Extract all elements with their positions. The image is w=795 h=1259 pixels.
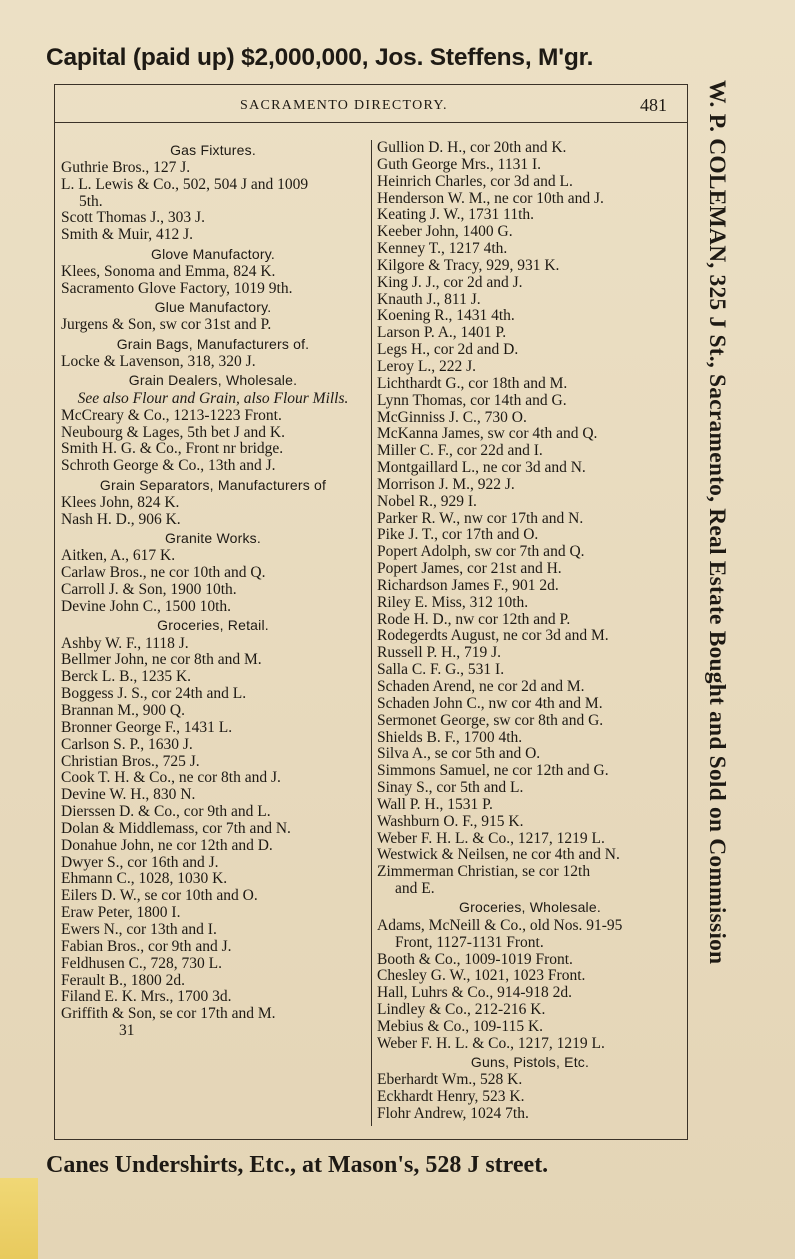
- entry-text: Rodegerdts August, ne cor 3d and M.: [377, 627, 609, 645]
- entry-text: Kilgore & Tracy, 929, 931 K.: [377, 256, 560, 274]
- entry-text: Rode H. D., nw cor 12th and P.: [377, 610, 571, 628]
- entry-text: Richardson James F., 901 2d.: [377, 576, 559, 594]
- directory-entry: [61, 441, 365, 458]
- entry-text: Cook T. H. & Co., ne cor 8th and J.: [61, 769, 281, 787]
- section-heading: Groceries, Retail.: [157, 617, 269, 634]
- section-heading: Grain Bags, Manufacturers of.: [116, 335, 310, 352]
- directory-entry: [61, 599, 365, 616]
- directory-entry: [61, 939, 365, 956]
- entry-text: Carroll J. & Son, 1900 10th.: [61, 581, 237, 599]
- entry-text: Koening R., 1431 4th.: [377, 307, 515, 325]
- entry-text: Flohr Andrew, 1024 7th.: [377, 1105, 529, 1123]
- directory-entry: [61, 821, 365, 838]
- entry-text: Eberhardt Wm., 528 K.: [377, 1071, 523, 1089]
- directory-entry: [377, 1106, 683, 1123]
- entry-text: Booth & Co., 1009-1019 Front.: [377, 950, 573, 968]
- entry-text: Russell P. H., 719 J.: [377, 644, 502, 662]
- directory-entry: [377, 679, 683, 696]
- entry-text: Simmons Samuel, ne cor 12th and G.: [377, 762, 609, 780]
- entry-text: L. L. Lewis & Co., 502, 504 J and 1009: [61, 175, 309, 193]
- entry-text: Bellmer John, ne cor 8th and M.: [61, 651, 262, 669]
- directory-entry: [377, 544, 683, 561]
- entry-text: Bronner George F., 1431 L.: [61, 718, 233, 736]
- entry-text: Devine W. H., 830 N.: [61, 786, 196, 804]
- entry-text: Brannan M., 900 Q.: [61, 702, 185, 719]
- entry-text: Parker R. W., nw cor 17th and N.: [377, 509, 584, 527]
- directory-entry: [377, 325, 683, 342]
- directory-entry: [377, 1002, 683, 1019]
- directory-entry: [377, 797, 683, 814]
- directory-entry: [377, 1089, 683, 1106]
- entry-text: Pike J. T., cor 17th and O.: [377, 526, 539, 544]
- right-column: [377, 140, 683, 1123]
- entry-text: Devine John C., 1500 10th.: [61, 597, 232, 615]
- directory-entry: [61, 686, 365, 703]
- directory-entry: [61, 956, 365, 973]
- entry-text: Adams, McNeill & Co., old Nos. 91-95: [377, 916, 623, 934]
- entry-text: Lindley & Co., 212-216 K.: [377, 1001, 546, 1019]
- entry-text: Lichthardt G., cor 18th and M.: [377, 374, 568, 392]
- entry-text: Riley E. Miss, 312 10th.: [377, 593, 529, 611]
- entry-text: Donahue John, ne cor 12th and D.: [61, 836, 273, 854]
- cross-reference-note: See also Flour and Grain, also Flour Mills.: [77, 389, 349, 407]
- entry-text: Zimmerman Christian, se cor 12th: [377, 863, 591, 881]
- entry-text: Griffith & Son, se cor 17th and M.: [61, 1005, 276, 1023]
- directory-entry: [61, 973, 365, 990]
- directory-entry: [377, 494, 683, 511]
- directory-entry: [377, 968, 683, 985]
- directory-entry: [377, 207, 683, 224]
- entry-text: Weber F. H. L. & Co., 1217, 1219 L.: [377, 1034, 605, 1052]
- entry-text: McCreary & Co., 1213-1223 Front.: [61, 406, 282, 424]
- directory-entry: [377, 376, 683, 393]
- directory-entry: [61, 922, 365, 939]
- entry-text: Nash H. D., 906 K.: [61, 510, 181, 528]
- directory-entry: [377, 645, 683, 662]
- entry-text: Shields B. F., 1700 4th.: [377, 728, 523, 746]
- section-heading: Granite Works.: [165, 530, 261, 547]
- directory-entry: [377, 275, 683, 292]
- directory-entry: [377, 460, 683, 477]
- directory-entry: [377, 308, 683, 325]
- entry-text: Smith H. G. & Co., Front nr bridge.: [61, 440, 284, 458]
- directory-entry: [377, 918, 683, 952]
- directory-entry: [377, 157, 683, 174]
- entry-text: Heinrich Charles, cor 3d and L.: [377, 172, 573, 190]
- directory-entry: [377, 746, 683, 763]
- directory-entry: [61, 425, 365, 442]
- section-heading: Grain Separators, Manufacturers of: [99, 476, 327, 493]
- entry-text: Eilers D. W., se cor 10th and O.: [61, 887, 258, 905]
- entry-text: Chesley G. W., 1021, 1023 Front.: [377, 967, 586, 985]
- directory-entry: [377, 696, 683, 713]
- entry-text: Keating J. W., 1731 11th.: [377, 206, 535, 224]
- directory-entry: [61, 888, 365, 905]
- entry-text: Klees John, 824 K.: [61, 493, 180, 511]
- entry-text: Montgaillard L., ne cor 3d and N.: [377, 459, 586, 477]
- entry-text: Popert James, cor 21st and H.: [377, 560, 562, 578]
- entry-text: Kenney T., 1217 4th.: [377, 240, 508, 258]
- directory-entry: [377, 1072, 683, 1089]
- entry-text: Wall P. H., 1531 P.: [377, 795, 493, 813]
- paper-stain: [0, 1178, 38, 1259]
- directory-entry: [61, 281, 365, 298]
- entry-text: Weber F. H. L. & Co., 1217, 1219 L.: [377, 829, 605, 847]
- entry-text: Carlaw Bros., ne cor 10th and Q.: [61, 564, 266, 582]
- entry-text: Schaden Arend, ne cor 2d and M.: [377, 678, 585, 695]
- section-heading: Glove Manufactory.: [151, 245, 275, 262]
- directory-entry: [377, 410, 683, 427]
- side-advertisement: [700, 80, 730, 1145]
- directory-entry: [377, 713, 683, 730]
- section-heading: Glue Manufactory.: [154, 299, 272, 316]
- entry-text: Salla C. F. G., 531 I.: [377, 661, 505, 679]
- entry-text: Dwyer S., cor 16th and J.: [61, 853, 219, 871]
- directory-entry: [61, 652, 365, 669]
- directory-entry: [61, 512, 365, 529]
- directory-entry: [377, 292, 683, 309]
- entry-text: Schroth George & Co., 13th and J.: [61, 457, 276, 475]
- entry-text: Aitken, A., 617 K.: [61, 547, 176, 565]
- entry-text: Gullion D. H., cor 20th and K.: [377, 139, 567, 156]
- directory-entry: [377, 224, 683, 241]
- entry-text: Dierssen D. & Co., cor 9th and L.: [61, 803, 271, 821]
- directory-entry: [377, 561, 683, 578]
- directory-entry: [377, 191, 683, 208]
- directory-entry: [61, 720, 365, 737]
- directory-entry: [61, 770, 365, 787]
- entry-text: Carlson S. P., 1630 J.: [61, 735, 193, 753]
- directory-entry: [61, 737, 365, 754]
- directory-entry: [61, 548, 365, 565]
- section-heading: Gas Fixtures.: [170, 141, 256, 158]
- directory-entry: [377, 477, 683, 494]
- entry-text: Smith & Muir, 412 J.: [61, 226, 194, 244]
- entry-text: Fabian Bros., cor 9th and J.: [61, 937, 232, 955]
- directory-entry: [377, 985, 683, 1002]
- directory-entry: [61, 210, 365, 227]
- directory-entry: [377, 847, 683, 864]
- directory-entry: [61, 989, 365, 1006]
- directory-entry: [61, 227, 365, 244]
- entry-text: McGinniss J. C., 730 O.: [377, 408, 527, 426]
- entry-text: Sermonet George, sw cor 8th and G.: [377, 711, 604, 729]
- directory-entry: [377, 628, 683, 645]
- entry-text: McKanna James, sw cor 4th and Q.: [377, 425, 598, 443]
- signature-mark: 31: [119, 1022, 135, 1040]
- entry-continuation: Front, 1127-1131 Front.: [395, 933, 544, 951]
- entry-text: Mebius & Co., 109-115 K.: [377, 1017, 544, 1035]
- directory-entry: [61, 264, 365, 281]
- directory-entry: [61, 905, 365, 922]
- top-advertisement-banner: Capital (paid up) $2,000,000, Jos. Steffens, M'gr.: [46, 44, 594, 71]
- directory-entry: [377, 393, 683, 410]
- entry-continuation: 5th.: [79, 192, 103, 210]
- entry-text: King J. J., cor 2d and J.: [377, 273, 523, 291]
- directory-entry: [61, 855, 365, 872]
- left-column: [61, 140, 365, 1040]
- entry-text: Legs H., cor 2d and D.: [377, 341, 519, 359]
- bottom-advertisement-banner: Canes Undershirts, Etc., at Mason's, 528 J street.: [46, 1152, 549, 1178]
- directory-entry: [377, 511, 683, 528]
- entry-text: Leroy L., 222 J.: [377, 357, 477, 375]
- directory-entry: [61, 787, 365, 804]
- directory-entry: [61, 636, 365, 653]
- directory-entry: [61, 582, 365, 599]
- directory-entry: [377, 1019, 683, 1036]
- entry-text: Schaden John C., nw cor 4th and M.: [377, 694, 603, 712]
- entry-text: Eckhardt Henry, 523 K.: [377, 1088, 525, 1106]
- entry-text: Guth George Mrs., 1131 I.: [377, 155, 542, 173]
- directory-entry: [61, 408, 365, 425]
- directory-entry: [377, 426, 683, 443]
- directory-entry: [61, 354, 365, 371]
- entry-text: Lynn Thomas, cor 14th and G.: [377, 391, 567, 409]
- entry-text: Henderson W. M., ne cor 10th and J.: [377, 189, 604, 207]
- entry-text: Scott Thomas J., 303 J.: [61, 209, 205, 227]
- header-rule: [54, 122, 688, 123]
- entry-continuation: and E.: [395, 880, 435, 898]
- entry-text: Sinay S., cor 5th and L.: [377, 779, 524, 797]
- directory-entry: [377, 1036, 683, 1053]
- entry-text: Dolan & Middlemass, cor 7th and N.: [61, 819, 291, 837]
- entry-text: Knauth J., 811 J.: [377, 290, 481, 308]
- entry-text: Westwick & Neilsen, ne cor 4th and N.: [377, 846, 620, 864]
- entry-text: Eraw Peter, 1800 I.: [61, 904, 181, 922]
- directory-entry: [377, 831, 683, 848]
- entry-text: Guthrie Bros., 127 J.: [61, 158, 191, 176]
- side-advertisement-text: W. P. COLEMAN, 325 J St., Sacramento, Real Estate Bought and Sold on Commission: [704, 80, 730, 965]
- directory-entry: [377, 443, 683, 460]
- section-heading: Grain Dealers, Wholesale.: [128, 372, 298, 389]
- directory-entry: [61, 565, 365, 582]
- directory-entry: [61, 495, 365, 512]
- entry-text: Nobel R., 929 I.: [377, 492, 477, 510]
- directory-entry: [61, 703, 365, 720]
- entry-text: Sacramento Glove Factory, 1019 9th.: [61, 279, 293, 297]
- directory-entry: [377, 578, 683, 595]
- directory-entry: [61, 1006, 365, 1023]
- directory-entry: [377, 140, 683, 157]
- page-number: 481: [640, 95, 667, 115]
- section-heading: Groceries, Wholesale.: [459, 899, 601, 916]
- entry-text: Feldhusen C., 728, 730 L.: [61, 954, 223, 972]
- directory-entry: [61, 160, 365, 177]
- directory-entry: [61, 177, 365, 211]
- entry-text: Ashby W. F., 1118 J.: [61, 634, 189, 652]
- directory-entry: [377, 814, 683, 831]
- directory-entry: [377, 662, 683, 679]
- directory-entry: [377, 527, 683, 544]
- entry-text: Christian Bros., 725 J.: [61, 752, 200, 770]
- entry-text: Neubourg & Lages, 5th bet J and K.: [61, 423, 285, 441]
- directory-entry: [61, 458, 365, 475]
- entry-text: Ehmann C., 1028, 1030 K.: [61, 870, 228, 888]
- directory-entry: [61, 317, 365, 334]
- entry-text: Jurgens & Son, sw cor 31st and P.: [61, 316, 272, 334]
- entry-text: Berck L. B., 1235 K.: [61, 668, 192, 686]
- directory-entry: [377, 864, 683, 898]
- directory-entry: [377, 359, 683, 376]
- entry-text: Keeber John, 1400 G.: [377, 223, 513, 241]
- directory-entry: [377, 780, 683, 797]
- entry-text: Klees, Sonoma and Emma, 824 K.: [61, 262, 276, 280]
- directory-entry: [377, 763, 683, 780]
- running-head: SACRAMENTO DIRECTORY.: [240, 98, 448, 113]
- entry-text: Miller C. F., cor 22d and I.: [377, 442, 543, 460]
- entry-text: Boggess J. S., cor 24th and L.: [61, 685, 247, 703]
- directory-entry: [61, 669, 365, 686]
- entry-text: Popert Adolph, sw cor 7th and Q.: [377, 543, 585, 561]
- directory-entry: [377, 342, 683, 359]
- directory-entry: [377, 258, 683, 275]
- directory-entry: [377, 612, 683, 629]
- entry-text: Hall, Luhrs & Co., 914-918 2d.: [377, 984, 573, 1002]
- entry-text: Silva A., se cor 5th and O.: [377, 745, 541, 763]
- entry-text: Ferault B., 1800 2d.: [61, 971, 185, 989]
- directory-entry: [61, 804, 365, 821]
- entry-text: Morrison J. M., 922 J.: [377, 475, 515, 493]
- directory-entry: [61, 754, 365, 771]
- directory-entry: [377, 595, 683, 612]
- entry-text: Locke & Lavenson, 318, 320 J.: [61, 353, 256, 371]
- entry-text: Washburn O. F., 915 K.: [377, 812, 524, 830]
- entry-text: Ewers N., cor 13th and I.: [61, 920, 217, 938]
- entry-text: Filand E. K. Mrs., 1700 3d.: [61, 988, 232, 1006]
- directory-entry: [61, 838, 365, 855]
- directory-entry: [377, 730, 683, 747]
- directory-entry: [377, 952, 683, 969]
- entry-text: Larson P. A., 1401 P.: [377, 324, 507, 342]
- directory-entry: [377, 174, 683, 191]
- directory-entry: [377, 241, 683, 258]
- section-heading: Guns, Pistols, Etc.: [470, 1054, 590, 1071]
- directory-entry: [61, 871, 365, 888]
- column-divider: [371, 140, 372, 1126]
